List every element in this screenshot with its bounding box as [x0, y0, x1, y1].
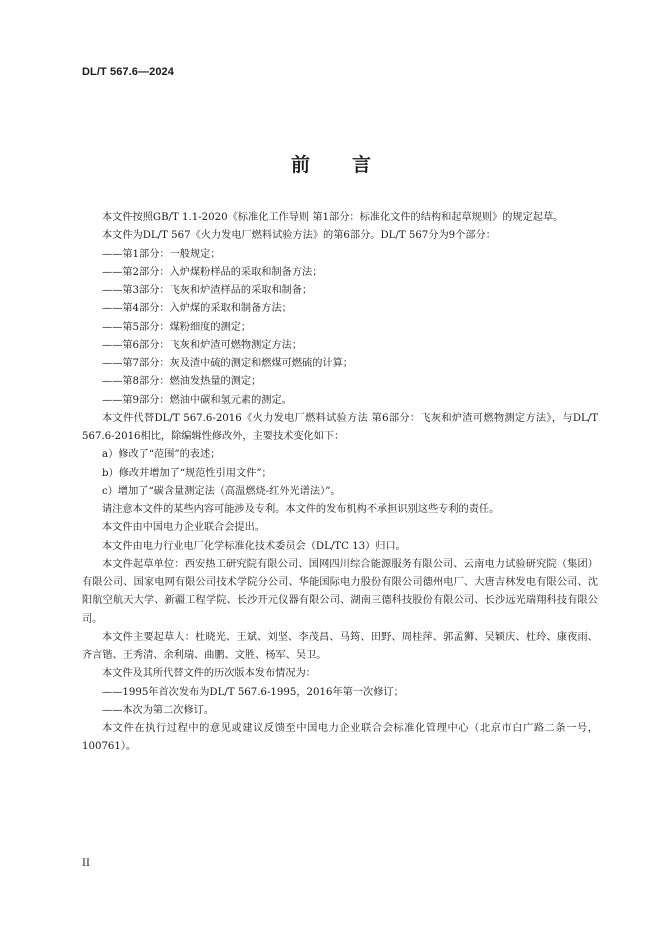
paragraph: 本文件主要起草人：杜晓光、王斌、刘坚、李茂昌、马筠、田野、周桂萍、郭孟狮、吴颖庆、杜玲、康夜雨、齐言锴、王秀清、余利瑞、曲鹏、文胜、杨军、吴卫。	[82, 631, 598, 661]
list-item: ——1995年首次发布为DL/T 567.6-1995，2016年第一次修订；	[102, 686, 404, 698]
title-char-1: 前	[290, 154, 310, 176]
paragraph: 本文件及其所代替文件的历次版本发布情况为：	[102, 668, 316, 680]
title-char-2: 言	[352, 154, 372, 176]
standard-code-header: DL/T 567.6—2024	[82, 66, 174, 78]
paragraph: 本文件在执行过程中的意见或建议反馈至中国电力企业联合会标准化管理中心（北京市白广路二条一号，100761）。	[82, 723, 598, 753]
list-item: ——第5部分：煤粉细度的测定；	[102, 321, 252, 333]
change-item: a）修改了“范围”的表述；	[102, 449, 221, 461]
list-item: ——第7部分：灰及渣中硫的测定和燃煤可燃硫的计算；	[102, 358, 353, 369]
paragraph: 请注意本文件的某些内容可能涉及专利。本文件的发布机构不承担识别这些专利的责任。	[102, 504, 500, 515]
foreword-body	[82, 209, 598, 757]
list-item: ——第3部分：飞灰和炉渣样品的采取和制备；	[102, 285, 313, 296]
paragraph: 本文件起草单位：西安热工研究院有限公司、国网四川综合能源服务有限公司、云南电力试验研究院（集团）有限公司、国家电网有限公司技术学院分公司、华能国际电力股份有限公司德州电厂、大唐吉林发电有限公司、沈阳航空航天大学、新疆工程学院、长沙开元仪器有限公司、湖南三德科技股份有限公司、长沙远光瑞翔科技有限公司。	[82, 558, 598, 625]
list-item: ——第4部分：入炉煤的采取和制备方法；	[102, 303, 292, 315]
page-number: II	[82, 858, 90, 869]
change-item: c）增加了“碳含量测定法（高温燃烧-红外光谱法）”。	[102, 485, 341, 497]
list-item: ——第1部分：一般规定；	[102, 248, 221, 260]
paragraph: 本文件按照GB/T 1.1-2020《标准化工作导则 第1部分：标准化文件的结构和起草规则》的规定起草。	[102, 212, 564, 223]
paragraph: 本文件由中国电力企业联合会提出。	[102, 522, 265, 534]
page-title	[0, 150, 662, 177]
paragraph: 本文件代替DL/T 567.6-2016《火力发电厂燃料试验方法 第6部分：飞灰和炉渣可燃物测定方法》，与DL/T 567.6-2016相比，除编辑性修改外，主要技术变化如下：	[82, 412, 598, 442]
list-item: ——本次为第二次修订。	[102, 704, 215, 716]
change-item: b）修改并增加了“规范性引用文件”；	[102, 467, 272, 479]
paragraph: 本文件为DL/T 567《火力发电厂燃料试验方法》的第6部分。DL/T 567分为9个部分：	[102, 230, 496, 242]
list-item: ——第9部分：燃油中碳和氢元素的测定。	[102, 394, 292, 406]
list-item: ——第2部分：入炉煤粉样品的采取和制备方法；	[102, 266, 323, 278]
paragraph: 本文件由电力行业电厂化学标准化技术委员会（DL/TC 13）归口。	[102, 540, 406, 552]
list-item: ——第6部分：飞灰和炉渣可燃物测定方法；	[102, 339, 303, 351]
list-item: ——第8部分：燃油发热量的测定；	[102, 376, 262, 388]
